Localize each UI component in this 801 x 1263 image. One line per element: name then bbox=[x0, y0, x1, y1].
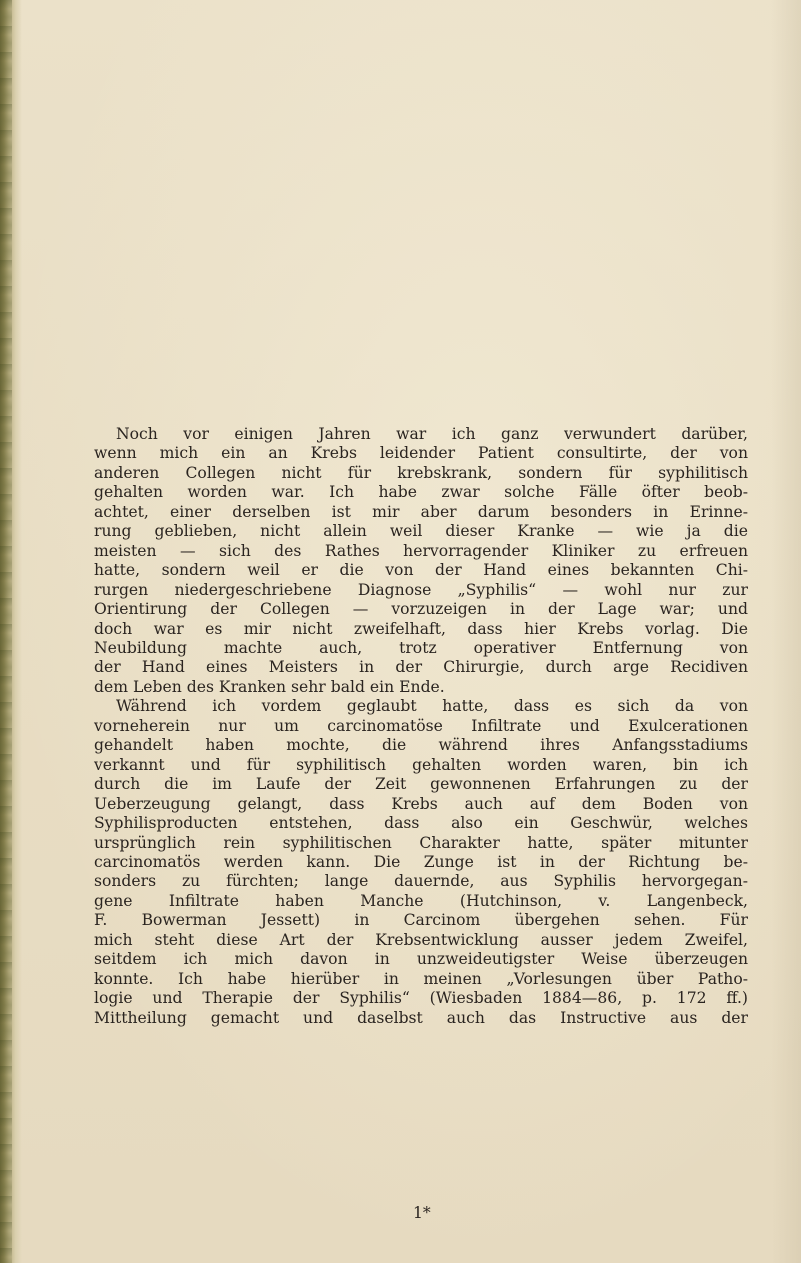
text-line: Mittheilung gemacht und daselbst auch das Instructive aus der bbox=[94, 1008, 748, 1027]
text-line: rung geblieben, nicht allein weil dieser Kranke — wie ja die bbox=[94, 522, 748, 541]
text-line: sonders zu fürchten; lange dauernde, aus Syphilis hervorgegan- bbox=[94, 872, 748, 891]
text-line: logie und Therapie der Syphilis“ (Wiesbaden 1884—86, p. 172 ff.) bbox=[94, 989, 748, 1008]
text-line: carcinomatös werden kann. Die Zunge ist in der Richtung be- bbox=[94, 852, 748, 871]
text-line: seitdem ich mich davon in unzweideutigster Weise überzeugen bbox=[94, 950, 748, 969]
text-line: F. Bowerman Jessett) in Carcinom übergehen sehen. Für bbox=[94, 911, 748, 930]
text-line: gene Infiltrate haben Manche (Hutchinson, v. Langenbeck, bbox=[94, 891, 748, 910]
text-line: wenn mich ein an Krebs leidender Patient consultirte, der von bbox=[94, 444, 748, 463]
page-edge-shade bbox=[771, 0, 801, 1263]
text-line: rurgen niedergeschriebene Diagnose „Syphilis“ — wohl nur zur bbox=[94, 580, 748, 599]
text-line: anderen Collegen nicht für krebskrank, sondern für syphilitisch bbox=[94, 463, 748, 482]
text-line: ursprünglich rein syphilitischen Charakter hatte, später mitunter bbox=[94, 833, 748, 852]
text-line: meisten — sich des Rathes hervorragender Kliniker zu erfreuen bbox=[94, 541, 748, 560]
text-line: Orientirung der Collegen — vorzuzeigen in der Lage war; und bbox=[94, 600, 748, 619]
text-line: Während ich vordem geglaubt hatte, dass es sich da von bbox=[116, 697, 748, 716]
text-line: verkannt und für syphilitisch gehalten worden waren, bin ich bbox=[94, 755, 748, 774]
text-line: doch war es mir nicht zweifelhaft, dass hier Krebs vorlag. Die bbox=[94, 619, 748, 638]
text-line: vorneherein nur um carcinomatöse Infiltrate und Exulcerationen bbox=[94, 716, 748, 735]
text-line: der Hand eines Meisters in der Chirurgie, durch arge Recidiven bbox=[94, 658, 748, 677]
text-line: durch die im Laufe der Zeit gewonnenen Erfahrungen zu der bbox=[94, 775, 748, 794]
text-line: gehandelt haben mochte, die während ihres Anfangsstadiums bbox=[94, 736, 748, 755]
text-line: Syphilisproducten entstehen, dass also ein Geschwür, welches bbox=[94, 814, 748, 833]
text-line: dem Leben des Kranken sehr bald ein Ende. bbox=[94, 677, 445, 696]
signature-mark: 1* bbox=[413, 1204, 431, 1222]
body-text bbox=[94, 425, 748, 1028]
text-line: Ueberzeugung gelangt, dass Krebs auch auf dem Boden von bbox=[94, 794, 748, 813]
text-line: hatte, sondern weil er die von der Hand eines bekannten Chi- bbox=[94, 561, 748, 580]
text-line: Noch vor einigen Jahren war ich ganz verwundert darüber, bbox=[116, 425, 748, 443]
text-line: mich steht diese Art der Krebsentwicklung ausser jedem Zweifel, bbox=[94, 930, 748, 949]
text-line: Neubildung machte auch, trotz operativer Entfernung von bbox=[94, 638, 748, 657]
text-line: gehalten worden war. Ich habe zwar solche Fälle öfter beob- bbox=[94, 483, 748, 502]
binding-stain bbox=[0, 0, 12, 1263]
text-line: achtet, einer derselben ist mir aber darum besonders in Erinne- bbox=[94, 502, 748, 521]
text-line: konnte. Ich habe hierüber in meinen „Vorlesungen über Patho- bbox=[94, 969, 748, 988]
